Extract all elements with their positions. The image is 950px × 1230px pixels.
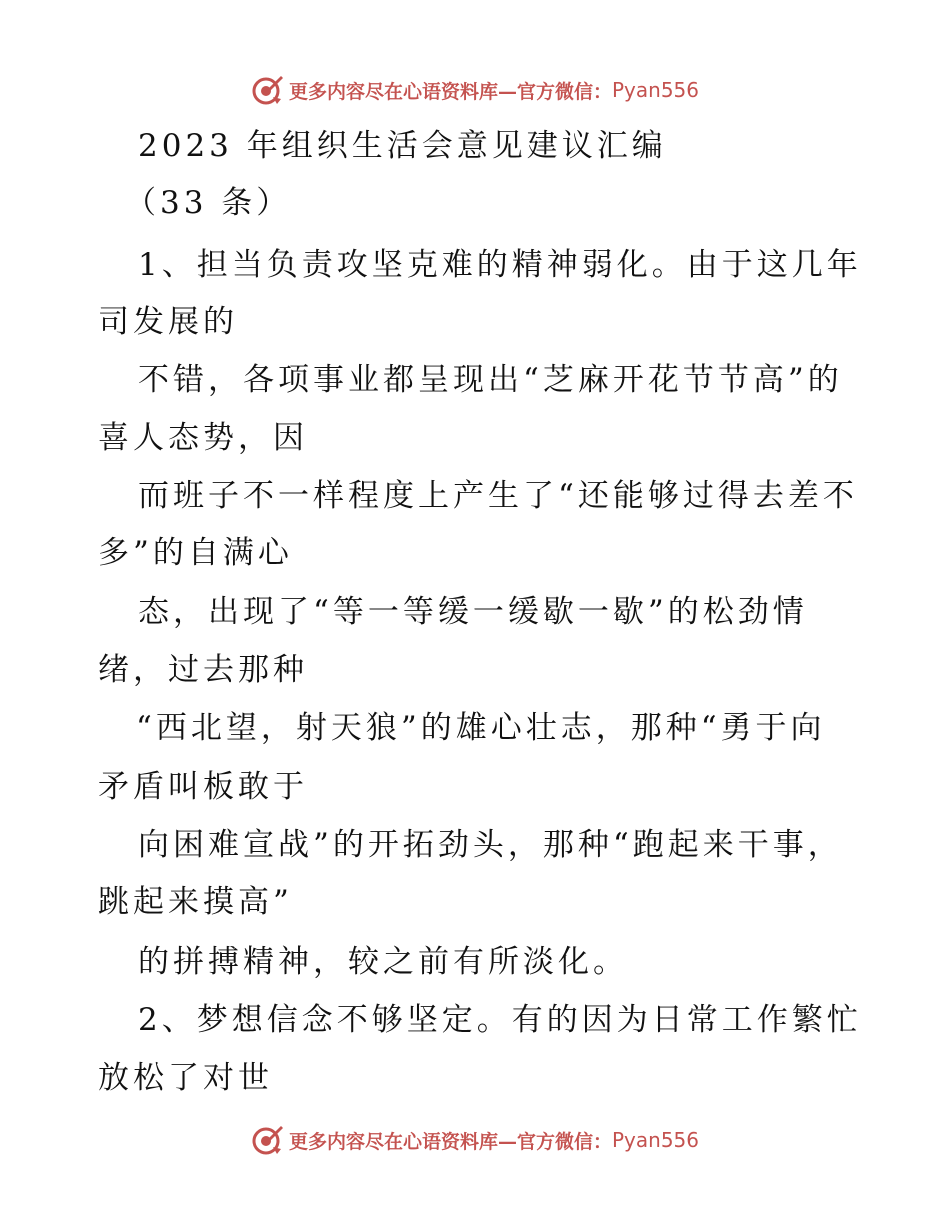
watermark-banner-bottom — [0, 1120, 950, 1160]
paragraph-line: 跳起来摸高” — [98, 884, 293, 920]
paragraph-line: “西北望，射天狼”的雄心壮志，那种“勇于向 — [136, 710, 826, 746]
watermark-text: 更多内容尽在心语资料库—官方微信： — [288, 1130, 612, 1153]
paragraph-line: 矛盾叫板敢于 — [98, 769, 308, 805]
document-subtitle: （33 条） — [125, 185, 292, 221]
pen-logo-icon — [251, 73, 285, 107]
paragraph-line: 而班子不一样程度上产生了“还能够过得去差不 — [138, 478, 858, 514]
paragraph-line: 多”的自满心 — [98, 535, 293, 571]
paragraph-line: 2、梦想信念不够坚定。有的因为日常工作繁忙 — [138, 1002, 862, 1038]
paragraph-line: 态，出现了“等一等缓一缓歇一歇”的松劲情 — [138, 594, 808, 630]
watermark-wechat-id: Pyan556 — [612, 78, 700, 102]
watermark-banner-top — [0, 70, 950, 110]
paragraph-line: 绪，过去那种 — [98, 652, 308, 688]
watermark-wechat-id: Pyan556 — [612, 1128, 700, 1152]
pen-logo-icon — [251, 1123, 285, 1157]
paragraph-line: 向困难宣战”的开拓劲头，那种“跑起来干事， — [138, 827, 843, 863]
document-title: 2023 年组织生活会意见建议汇编 — [138, 128, 667, 164]
paragraph-line: 喜人态势，因 — [98, 420, 308, 456]
paragraph-line: 的拼搏精神，较之前有所淡化。 — [138, 944, 628, 980]
watermark-text: 更多内容尽在心语资料库—官方微信： — [288, 80, 612, 103]
paragraph-line: 司发展的 — [98, 304, 238, 340]
paragraph-line: 放松了对世 — [98, 1060, 273, 1096]
paragraph-line: 不错，各项事业都呈现出“芝麻开花节节高”的 — [138, 362, 843, 398]
paragraph-line: 1、担当负责攻坚克难的精神弱化。由于这几年 — [138, 247, 862, 283]
